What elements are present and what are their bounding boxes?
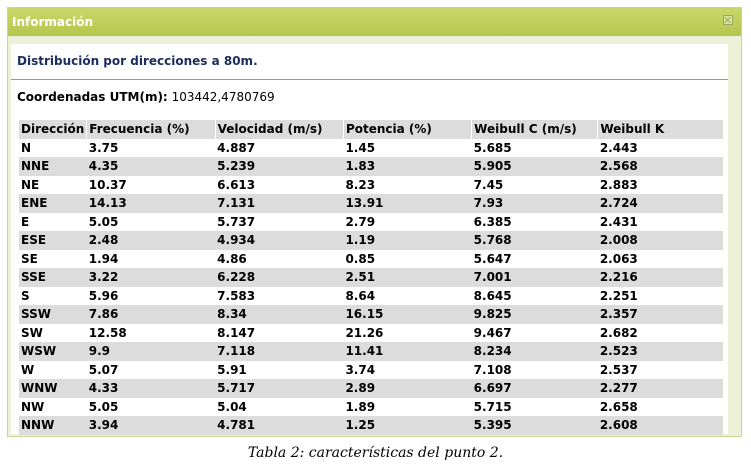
table-row	[19, 176, 723, 195]
table-cell: 4.887	[217, 140, 256, 155]
table-cell: 5.395	[473, 418, 512, 433]
table-cell: NNW	[21, 418, 55, 433]
table-cell: 2.443	[599, 140, 638, 155]
table-cell: 2.568	[599, 159, 638, 174]
table-cell: 5.647	[473, 251, 512, 266]
table-cell: 6.613	[217, 177, 256, 192]
table-cell: 8.234	[473, 344, 512, 359]
table-row	[19, 287, 723, 306]
table-cell: 2.883	[599, 177, 638, 192]
table-row	[19, 342, 723, 361]
utm-coordinates	[17, 90, 275, 104]
table-row	[19, 398, 723, 417]
table-cell: 2.79	[345, 214, 376, 229]
distribution-heading: Distribución por direcciones a 80m.	[17, 54, 258, 68]
table-cell: 2.277	[599, 381, 638, 396]
table-cell: 6.228	[217, 270, 256, 285]
table-cell: 5.905	[473, 159, 512, 174]
table-cell: 2.523	[599, 344, 638, 359]
table-cell: 4.934	[217, 233, 256, 248]
table-cell: SSW	[21, 307, 51, 322]
table-cell: 2.89	[345, 381, 376, 396]
table-cell: 8.64	[345, 288, 376, 303]
table-cell: 4.781	[217, 418, 256, 433]
column-header: Velocidad (m/s)	[215, 120, 343, 139]
table-cell: ENE	[21, 196, 48, 211]
table-cell: W	[21, 362, 35, 377]
window-content	[11, 44, 728, 434]
table-cell: 5.737	[217, 214, 256, 229]
table-cell: 8.34	[217, 307, 247, 322]
table-cell: 3.75	[88, 140, 119, 155]
window-titlebar	[8, 8, 741, 36]
table-row	[19, 231, 723, 250]
table-cell: 11.41	[345, 344, 384, 359]
close-icon[interactable]	[723, 15, 733, 25]
table-cell: 8.645	[473, 288, 512, 303]
table-cell: 7.583	[217, 288, 256, 303]
table-row	[19, 250, 723, 269]
table-cell: ESE	[21, 233, 47, 248]
table-cell: 16.15	[345, 307, 384, 322]
table-cell: 6.697	[473, 381, 512, 396]
window-title: Información	[12, 15, 94, 29]
table-caption: Tabla 2: características del punto 2.	[247, 445, 504, 461]
table-cell: 2.431	[599, 214, 638, 229]
table-cell: 5.05	[88, 214, 119, 229]
column-header: Weibull K	[598, 120, 723, 139]
coords-label: Coordenadas UTM(m):	[17, 90, 168, 104]
table-cell: 2.48	[88, 233, 119, 248]
table-cell: 3.74	[345, 362, 376, 377]
table-row	[19, 213, 723, 232]
table-cell: 7.131	[217, 196, 256, 211]
table-cell: SW	[21, 325, 43, 340]
direction-table	[19, 120, 723, 435]
table-cell: 6.385	[473, 214, 512, 229]
table-cell: E	[21, 214, 30, 229]
table-cell: 2.537	[599, 362, 638, 377]
table-row	[19, 416, 723, 435]
table-cell: 10.37	[88, 177, 127, 192]
table-cell: SSE	[21, 270, 46, 285]
table-cell: NW	[21, 399, 45, 414]
table-cell: 1.89	[345, 399, 376, 414]
table-cell: 4.33	[88, 381, 119, 396]
table-cell: 5.04	[217, 399, 247, 414]
table-cell: 1.83	[345, 159, 376, 174]
table-cell: 14.13	[88, 196, 127, 211]
table-row	[19, 157, 723, 176]
table-cell: 3.22	[88, 270, 119, 285]
table-row	[19, 324, 723, 343]
table-cell: 4.86	[217, 251, 247, 266]
table-cell: 2.658	[599, 399, 638, 414]
table-cell: 5.768	[473, 233, 512, 248]
table-cell: 2.216	[599, 270, 638, 285]
table-cell: 7.108	[473, 362, 512, 377]
table-header-row	[19, 120, 723, 139]
table-cell: 7.86	[88, 307, 119, 322]
table-cell: 5.239	[217, 159, 256, 174]
table-cell: 2.608	[599, 418, 638, 433]
table-cell: 2.724	[599, 196, 638, 211]
coords-value: 103442,4780769	[171, 90, 275, 104]
table-cell: 5.685	[473, 140, 512, 155]
table-cell: 9.9	[88, 344, 111, 359]
table-cell: 7.001	[473, 270, 512, 285]
table-cell: 1.25	[345, 418, 376, 433]
table-cell: 0.85	[345, 251, 376, 266]
divider	[11, 79, 728, 80]
table-cell: 2.682	[599, 325, 638, 340]
table-cell: 5.96	[88, 288, 119, 303]
table-row	[19, 268, 723, 287]
table-cell: 9.467	[473, 325, 512, 340]
table-cell: 5.91	[217, 362, 247, 377]
table-cell: 2.357	[599, 307, 638, 322]
table-cell: 4.35	[88, 159, 119, 174]
table-cell: N	[21, 140, 32, 155]
table-cell: WNW	[21, 381, 58, 396]
column-header: Dirección	[21, 122, 85, 137]
table-cell: 13.91	[345, 196, 384, 211]
table-cell: 2.008	[599, 233, 638, 248]
table-row	[19, 139, 723, 158]
table-cell: 1.45	[345, 140, 376, 155]
table-cell: 1.94	[88, 251, 119, 266]
table-cell: WSW	[21, 344, 57, 359]
table-cell: 1.19	[345, 233, 376, 248]
table-cell: 21.26	[345, 325, 384, 340]
table-cell: S	[21, 288, 30, 303]
table-cell: 5.717	[217, 381, 256, 396]
table-row	[19, 361, 723, 380]
table-cell: 5.07	[88, 362, 119, 377]
table-cell: 9.825	[473, 307, 512, 322]
table-cell: 7.118	[217, 344, 256, 359]
table-cell: NE	[21, 177, 40, 192]
table-row	[19, 194, 723, 213]
column-header: Frecuencia (%)	[87, 120, 215, 139]
table-cell: SE	[21, 251, 38, 266]
table-cell: 8.147	[217, 325, 256, 340]
table-cell: 12.58	[88, 325, 127, 340]
table-row	[19, 305, 723, 324]
table-row	[19, 379, 723, 398]
table-cell: 3.94	[88, 418, 119, 433]
table-cell: 2.51	[345, 270, 376, 285]
table-cell: 8.23	[345, 177, 376, 192]
table-cell: 2.251	[599, 288, 638, 303]
table-cell: 5.715	[473, 399, 512, 414]
column-header: Potencia (%)	[343, 120, 471, 139]
table-cell: NNE	[21, 159, 50, 174]
column-header: Weibull C (m/s)	[472, 120, 598, 139]
table-cell: 5.05	[88, 399, 119, 414]
info-window	[7, 7, 742, 437]
table-cell: 2.063	[599, 251, 638, 266]
table-cell: 7.45	[473, 177, 504, 192]
table-cell: 7.93	[473, 196, 504, 211]
